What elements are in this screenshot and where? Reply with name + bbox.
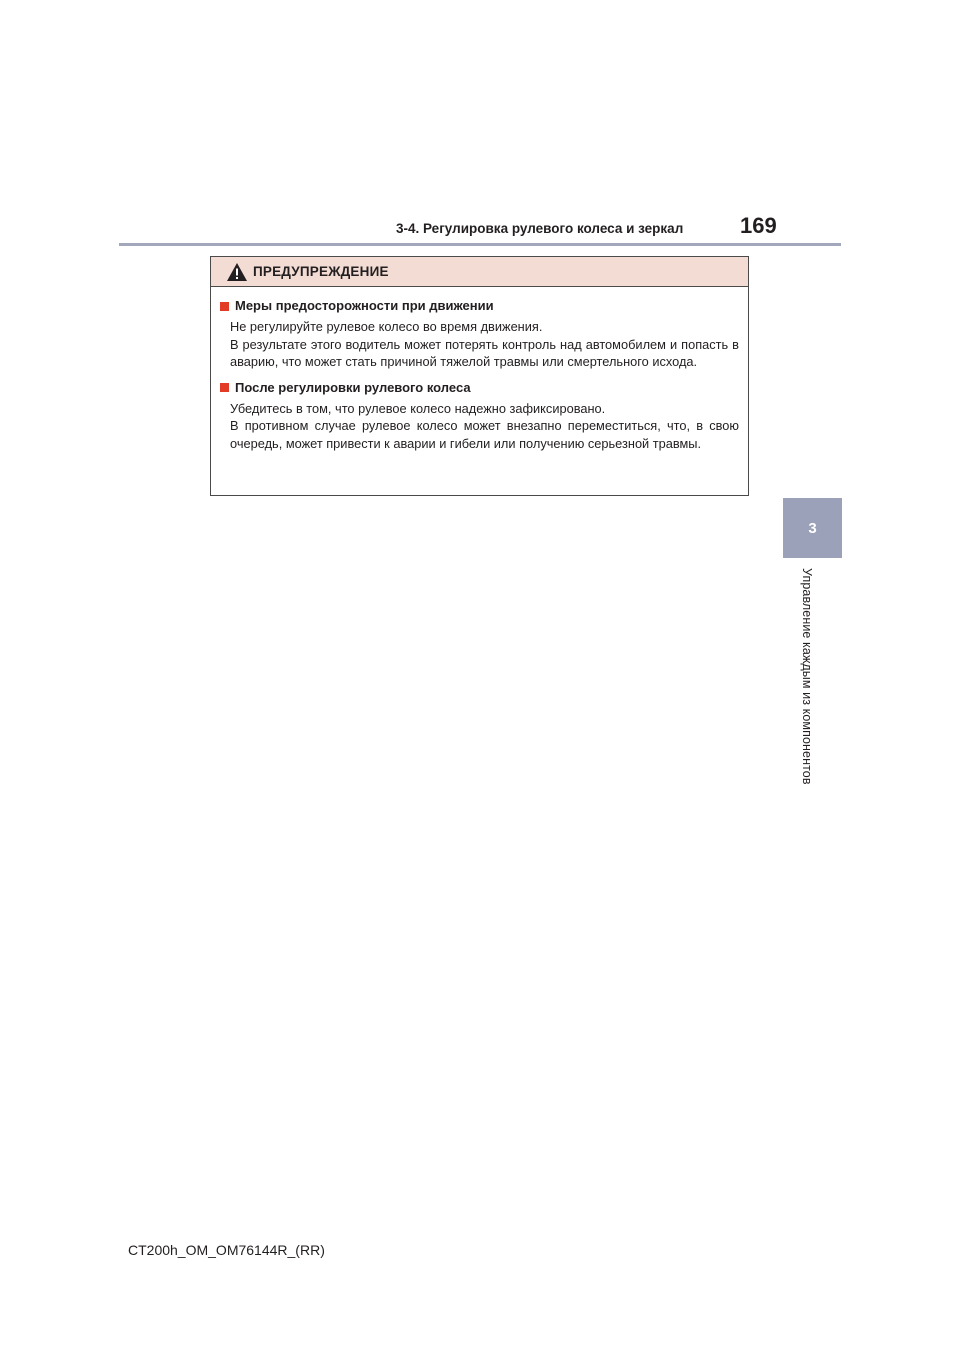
square-bullet-icon <box>220 302 229 311</box>
paragraph: Убедитесь в том, что рулевое колесо надежно зафиксировано. <box>230 400 606 416</box>
section-text-after-adjust <box>220 400 739 453</box>
warning-triangle-icon <box>226 262 248 282</box>
section-heading-driving <box>220 297 739 315</box>
warning-body <box>211 287 748 453</box>
paragraph: Не регулируйте рулевое колесо во время движения. <box>230 319 543 334</box>
paragraph: В результате этого водитель может потерять контроль над автомобилем и попасть в аварию, что может стать причиной тяжелой травмы или смертельного исхода. <box>230 336 739 370</box>
chapter-number: 3 <box>808 519 817 537</box>
section-heading-after-adjust <box>220 379 739 397</box>
page-number: 169 <box>740 213 777 238</box>
section-title: 3-4. Регулировка рулевого колеса и зеркал <box>396 221 684 236</box>
paragraph: В противном случае рулевое колесо может внезапно переместиться, что, в свою очередь, может привести к аварии и гибели или получению серьезной травмы. <box>230 418 739 451</box>
square-bullet-icon <box>220 383 229 392</box>
chapter-label: Управление каждым из компонентов <box>800 568 814 785</box>
warning-title: ПРЕДУПРЕЖДЕНИЕ <box>253 264 389 279</box>
header-divider <box>119 243 841 246</box>
section-text-driving <box>220 318 739 371</box>
warning-header <box>211 257 748 287</box>
section-heading-text: Меры предосторожности при движении <box>235 298 494 313</box>
warning-box <box>210 256 749 496</box>
document-code: CT200h_OM_OM76144R_(RR) <box>128 1242 325 1258</box>
section-heading-text: После регулировки рулевого колеса <box>235 379 471 395</box>
chapter-tab <box>783 498 842 558</box>
